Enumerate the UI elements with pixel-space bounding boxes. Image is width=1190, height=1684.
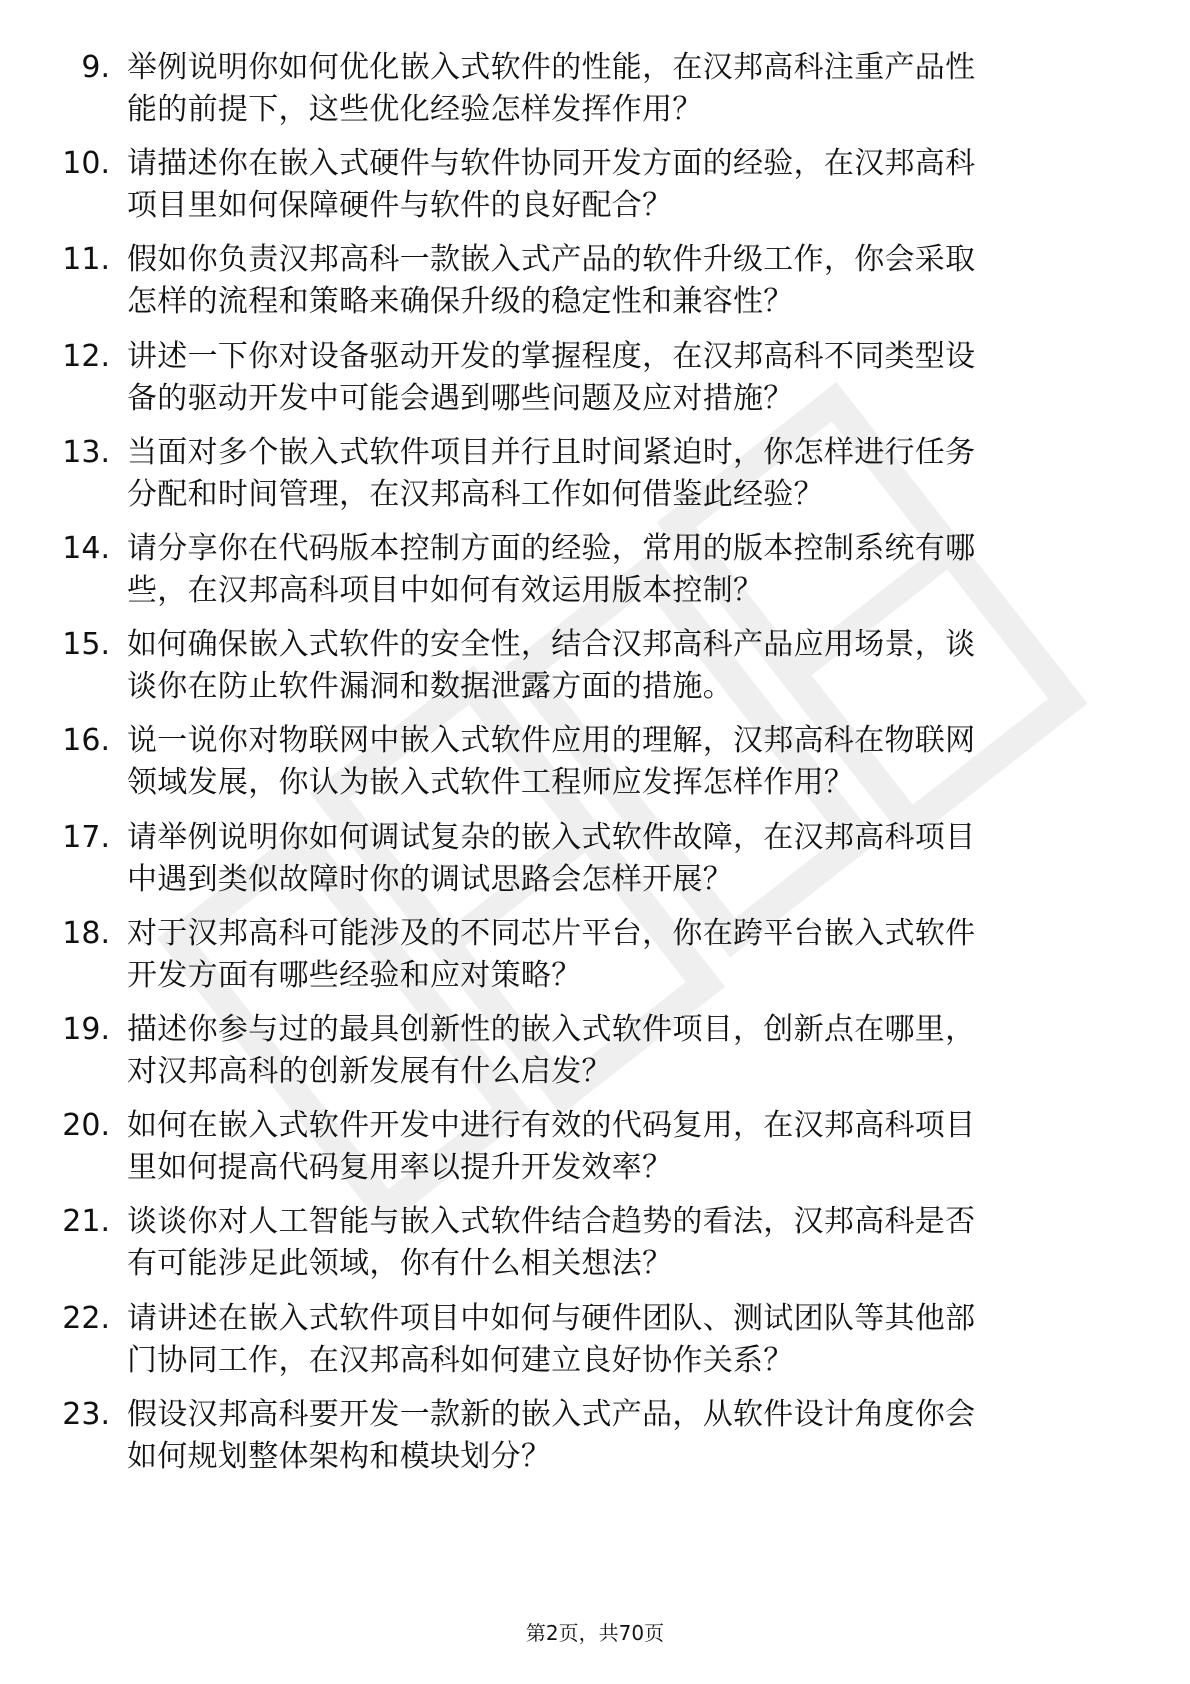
question-text-line1: 请描述你在嵌入式硬件与软件协同开发方面的经验，在汉邦高科 bbox=[127, 146, 976, 182]
question-item bbox=[0, 623, 1190, 713]
question-text-line1: 对于汉邦高科可能涉及的不同芯片平台，你在跨平台嵌入式软件 bbox=[127, 915, 976, 951]
question-text-line1: 当面对多个嵌入式软件项目并行且时间紧迫时，你怎样进行任务 bbox=[127, 434, 976, 470]
question-number: 22. bbox=[62, 1300, 110, 1336]
question-number: 18. bbox=[62, 915, 110, 951]
question-item bbox=[0, 1200, 1190, 1290]
question-text-line2: 分配和时间管理，在汉邦高科工作如何借鉴此经验？ bbox=[127, 476, 824, 512]
question-text-line2: 里如何提高代码复用率以提升开发效率？ bbox=[127, 1150, 673, 1186]
question-text-line2: 项目里如何保障硬件与软件的良好配合？ bbox=[127, 188, 673, 224]
question-number: 21. bbox=[62, 1204, 110, 1240]
question-text-line2: 些，在汉邦高科项目中如何有效运用版本控制？ bbox=[127, 573, 764, 608]
question-number: 14. bbox=[62, 531, 110, 566]
question-number: 9. bbox=[81, 50, 110, 85]
question-text-line2: 开发方面有哪些经验和应对策略？ bbox=[127, 957, 582, 993]
question-text-line1: 说一说你对物联网中嵌入式软件应用的理解，汉邦高科在物联网 bbox=[127, 723, 976, 759]
question-text-line1: 请分享你在代码版本控制方面的经验，常用的版本控制系统有哪 bbox=[127, 531, 976, 566]
question-text-line2: 中遇到类似故障时你的调试思路会怎样开展？ bbox=[127, 861, 733, 897]
question-text-line1: 讲述一下你对设备驱动开发的掌握程度，在汉邦高科不同类型设 bbox=[127, 338, 976, 374]
question-text-line1: 描述你参与过的最具创新性的嵌入式软件项目，创新点在哪里， bbox=[127, 1012, 976, 1047]
question-text-line2: 有可能涉足此领域，你有什么相关想法？ bbox=[127, 1246, 673, 1282]
question-item bbox=[0, 431, 1190, 521]
question-number: 17. bbox=[62, 819, 110, 855]
question-text-line2: 对汉邦高科的创新发展有什么启发？ bbox=[127, 1054, 612, 1089]
question-item bbox=[0, 527, 1190, 617]
question-text-line1: 请讲述在嵌入式软件项目中如何与硬件团队、测试团队等其他部 bbox=[127, 1300, 976, 1336]
question-number: 19. bbox=[62, 1012, 110, 1047]
question-number: 23. bbox=[62, 1396, 110, 1432]
question-item bbox=[0, 816, 1190, 906]
question-number: 16. bbox=[62, 723, 110, 759]
question-number: 12. bbox=[62, 338, 110, 374]
question-item bbox=[0, 912, 1190, 1002]
question-text-line1: 如何在嵌入式软件开发中进行有效的代码复用，在汉邦高科项目 bbox=[127, 1108, 976, 1144]
question-text-line2: 如何规划整体架构和模块划分？ bbox=[127, 1438, 552, 1474]
question-text-line2: 门协同工作，在汉邦高科如何建立良好协作关系？ bbox=[127, 1342, 794, 1378]
question-item bbox=[0, 238, 1190, 328]
question-number: 10. bbox=[62, 146, 110, 182]
question-item bbox=[0, 1297, 1190, 1387]
question-text-line1: 如何确保嵌入式软件的安全性，结合汉邦高科产品应用场景，谈 bbox=[127, 627, 976, 663]
question-text-line2: 怎样的流程和策略来确保升级的稳定性和兼容性？ bbox=[127, 284, 794, 320]
question-number: 20. bbox=[62, 1108, 110, 1144]
question-text-line1: 谈谈你对人工智能与嵌入式软件结合趋势的看法，汉邦高科是否 bbox=[127, 1204, 976, 1240]
question-item bbox=[0, 46, 1190, 136]
question-text-line1: 假设汉邦高科要开发一款新的嵌入式产品，从软件设计角度你会 bbox=[127, 1396, 976, 1432]
question-item bbox=[0, 142, 1190, 232]
question-item bbox=[0, 1393, 1190, 1483]
question-number: 13. bbox=[62, 434, 110, 470]
question-number: 11. bbox=[62, 242, 110, 278]
question-text-line1: 请举例说明你如何调试复杂的嵌入式软件故障，在汉邦高科项目 bbox=[127, 819, 976, 855]
question-text-line1: 假如你负责汉邦高科一款嵌入式产品的软件升级工作，你会采取 bbox=[127, 242, 976, 278]
question-text-line2: 谈你在防止软件漏洞和数据泄露方面的措施。 bbox=[127, 669, 733, 705]
question-item bbox=[0, 1008, 1190, 1098]
question-item bbox=[0, 719, 1190, 809]
question-text-line2: 领域发展，你认为嵌入式软件工程师应发挥怎样作用？ bbox=[127, 765, 855, 801]
question-item bbox=[0, 335, 1190, 425]
page-footer: 第2页，共70页 bbox=[525, 1621, 665, 1645]
question-text-line2: 备的驱动开发中可能会遇到哪些问题及应对措施？ bbox=[127, 380, 794, 416]
question-text-line2: 能的前提下，这些优化经验怎样发挥作用？ bbox=[127, 92, 703, 127]
question-text-line1: 举例说明你如何优化嵌入式软件的性能，在汉邦高科注重产品性 bbox=[127, 50, 976, 85]
question-number: 15. bbox=[62, 627, 110, 663]
question-item bbox=[0, 1104, 1190, 1194]
